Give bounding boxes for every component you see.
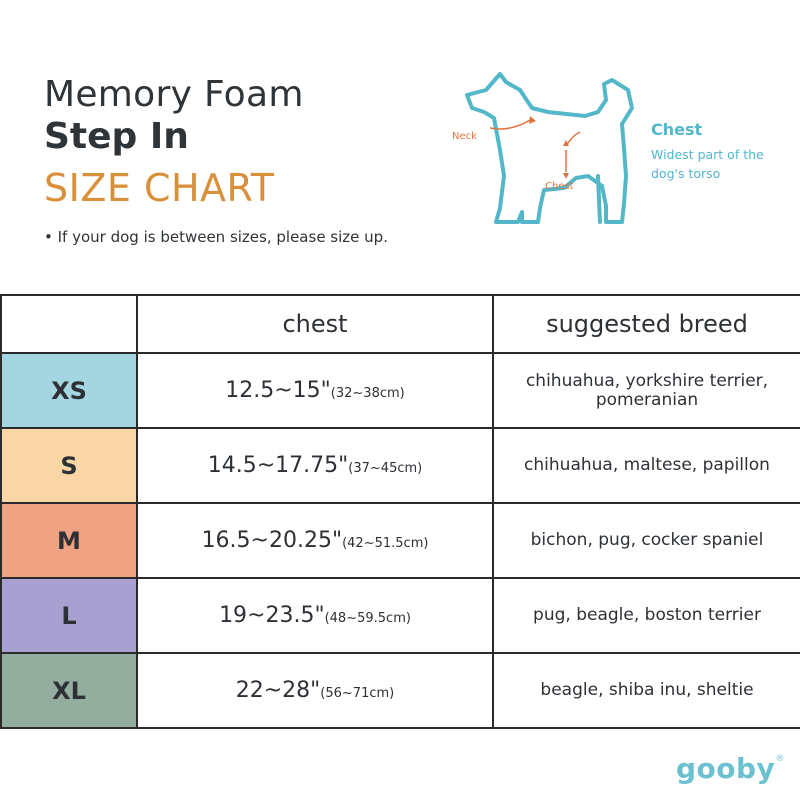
chest-callout-title: Chest [651,120,703,139]
chest-cell [137,353,493,428]
header-size [1,295,137,353]
header-chest: chest [137,295,493,353]
table-row [1,653,800,728]
chest-cell [137,578,493,653]
chest-cm: (56~71cm) [320,686,395,701]
size-cell: XL [1,653,137,728]
chest-inches: 14.5~17.75" [207,453,349,478]
chest-cm: (48~59.5cm) [324,611,411,626]
table-row [1,503,800,578]
breed-cell: pug, beagle, boston terrier [493,578,800,653]
chest-cell [137,653,493,728]
size-cell: L [1,578,137,653]
breed-cell: beagle, shiba inu, sheltie [493,653,800,728]
chest-cm: (42~51.5cm) [342,536,429,551]
size-cell: XS [1,353,137,428]
chest-inches: 22~28" [235,678,321,703]
chest-cell [137,428,493,503]
header-breed: suggested breed [493,295,800,353]
title-line-1: Memory Foam [44,74,304,115]
chest-cm: (32~38cm) [330,386,405,401]
chest-inches: 12.5~15" [225,378,331,403]
chest-inches: 19~23.5" [219,603,325,628]
table-header-row [1,295,800,353]
size-table [0,294,800,729]
size-cell: S [1,428,137,503]
breed-cell: chihuahua, yorkshire terrier, pomeranian [493,353,800,428]
chest-cell [137,503,493,578]
logo-text: gooby [676,752,776,785]
registered-mark: ® [775,754,785,764]
table-row [1,353,800,428]
table-row [1,428,800,503]
neck-label: Neck [452,131,477,142]
title-line-2: Step In [44,116,189,157]
size-note: • If your dog is between sizes, please size up. [44,228,388,246]
chest-label: Chest [545,181,574,192]
size-cell: M [1,503,137,578]
size-chart-title: SIZE CHART [44,166,275,210]
breed-cell: bichon, pug, cocker spaniel [493,503,800,578]
breed-cell: chihuahua, maltese, papillon [493,428,800,503]
chest-callout-description: Widest part of the dog's torso [651,147,764,181]
chest-cm: (37~45cm) [348,461,423,476]
chest-inches: 16.5~20.25" [201,528,343,553]
gooby-logo [676,752,785,785]
table-row [1,578,800,653]
